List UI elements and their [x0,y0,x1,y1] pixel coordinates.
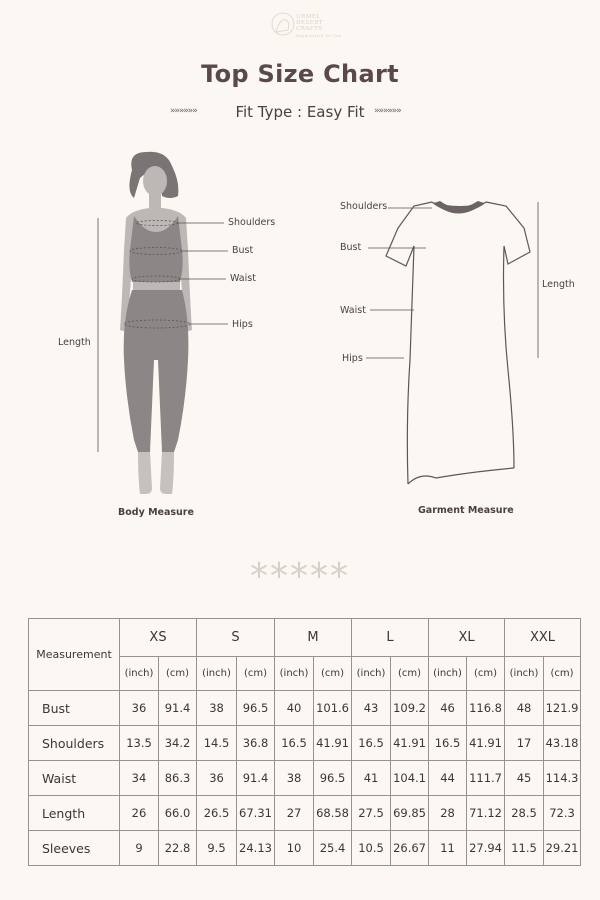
table-cell: 11 [429,831,467,866]
body-label-bust: Bust [232,245,254,256]
table-cell: 14.5 [197,726,237,761]
body-measure-caption: Body Measure [118,507,194,518]
unit-header-cm: (cm) [544,657,581,691]
table-cell: 121.9 [544,691,581,726]
table-cell: 96.5 [237,691,275,726]
table-cell: 41 [352,761,391,796]
table-cell: 46 [429,691,467,726]
table-cell: 36.8 [237,726,275,761]
table-cell: 71.12 [467,796,505,831]
table-cell: 22.8 [159,831,197,866]
table-cell: 43.18 [544,726,581,761]
garment-measure-lines [366,202,538,358]
table-cell: 27 [275,796,314,831]
row-label: Length [29,796,120,831]
size-chart-table [28,618,581,866]
table-cell: 116.8 [467,691,505,726]
table-cell: 41.91 [391,726,429,761]
logo-line: CRAFTS [296,26,323,33]
table-cell: 67.31 [237,796,275,831]
garment-label-shoulders: Shoulders [340,201,388,212]
arrow-ornament-right: »»»»»» [374,106,401,116]
table-cell: 11.5 [505,831,544,866]
arrow-ornament-left: »»»»»» [170,106,197,116]
table-cell: 28.5 [505,796,544,831]
table-row [29,726,581,761]
unit-header-inch: (inch) [120,657,159,691]
unit-header-inch: (inch) [197,657,237,691]
table-cell: 111.7 [467,761,505,796]
logo-line: URMEL [296,14,321,20]
table-cell: 10 [275,831,314,866]
size-header-s: S [197,619,275,657]
table-row [29,691,581,726]
table-cell: 96.5 [314,761,352,796]
page-title: Top Size Chart [201,60,399,88]
size-header-m: M [275,619,352,657]
unit-header-cm: (cm) [237,657,275,691]
table-cell: 10.5 [352,831,391,866]
table-cell: 91.4 [159,691,197,726]
table-cell: 26.67 [391,831,429,866]
garment-label-waist: Waist [340,305,366,316]
table-cell: 9.5 [197,831,237,866]
size-header-xxl: XXL [505,619,581,657]
table-cell: 9 [120,831,159,866]
table-cell: 27.94 [467,831,505,866]
garment-label-hips: Hips [342,353,363,364]
unit-header-inch: (inch) [275,657,314,691]
garment-label-bust: Bust [340,242,362,253]
size-header-xs: XS [120,619,197,657]
table-row [29,831,581,866]
logo-line: DESERT [296,20,323,27]
table-cell: 17 [505,726,544,761]
unit-header-cm: (cm) [467,657,505,691]
table-cell: 28 [429,796,467,831]
table-cell: 36 [197,761,237,796]
table-row [29,796,581,831]
row-label: Sleeves [29,831,120,866]
table-cell: 36 [120,691,159,726]
table-cell: 69.85 [391,796,429,831]
fit-type-subtitle: Fit Type : Easy Fit [235,103,365,121]
body-label-length: Length [58,337,91,348]
table-cell: 26.5 [197,796,237,831]
table-cell: 16.5 [429,726,467,761]
table-cell: 13.5 [120,726,159,761]
table-cell: 29.21 [544,831,581,866]
table-cell: 104.1 [391,761,429,796]
table-cell: 72.3 [544,796,581,831]
unit-header-cm: (cm) [314,657,352,691]
table-cell: 26 [120,796,159,831]
row-label: Bust [29,691,120,726]
table-cell: 34 [120,761,159,796]
table-cell: 16.5 [275,726,314,761]
table-cell: 66.0 [159,796,197,831]
table-cell: 41.91 [467,726,505,761]
table-cell: 114.3 [544,761,581,796]
table-cell: 27.5 [352,796,391,831]
logo-tagline: Handcrafted for You [296,33,342,38]
table-cell: 40 [275,691,314,726]
star-divider: ***** [250,556,350,597]
table-cell: 109.2 [391,691,429,726]
size-header-l: L [352,619,429,657]
table-cell: 25.4 [314,831,352,866]
unit-header-inch: (inch) [505,657,544,691]
table-cell: 38 [197,691,237,726]
unit-header-inch: (inch) [429,657,467,691]
row-label: Waist [29,761,120,796]
body-label-waist: Waist [230,273,256,284]
unit-header-cm: (cm) [391,657,429,691]
table-row [29,761,581,796]
table-cell: 48 [505,691,544,726]
size-header-xl: XL [429,619,505,657]
garment-measure-caption: Garment Measure [418,505,514,516]
table-cell: 43 [352,691,391,726]
table-cell: 45 [505,761,544,796]
table-cell: 16.5 [352,726,391,761]
body-silhouette-icon [120,152,192,494]
table-cell: 34.2 [159,726,197,761]
size-table-body [29,691,581,866]
unit-header-cm: (cm) [159,657,197,691]
table-cell: 41.91 [314,726,352,761]
garment-outline-icon [386,202,530,484]
table-cell: 101.6 [314,691,352,726]
table-cell: 38 [275,761,314,796]
unit-header-inch: (inch) [352,657,391,691]
garment-label-length: Length [542,279,575,290]
table-cell: 91.4 [237,761,275,796]
body-label-shoulders: Shoulders [228,217,276,228]
row-label: Shoulders [29,726,120,761]
table-cell: 86.3 [159,761,197,796]
body-label-hips: Hips [232,319,253,330]
table-cell: 68.58 [314,796,352,831]
table-cell: 44 [429,761,467,796]
measurement-header: Measurement [29,619,120,691]
table-cell: 24.13 [237,831,275,866]
